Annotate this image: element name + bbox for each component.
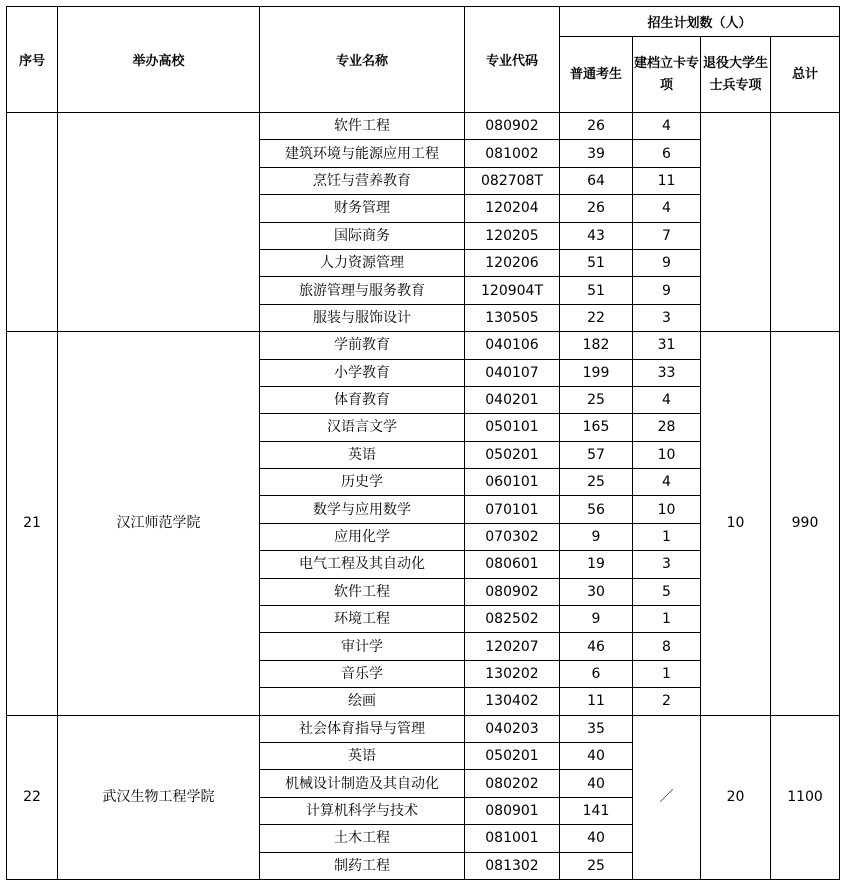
regular-count-cell: 22 (560, 304, 633, 331)
table-row (7, 113, 840, 140)
total-cell: 990 (771, 332, 840, 715)
header-major-code: 专业代码 (465, 7, 560, 113)
poverty-count-cell: 28 (633, 414, 701, 441)
seq-cell (7, 113, 58, 332)
major-code-cell: 040201 (465, 386, 560, 413)
major-code-cell: 081001 (465, 825, 560, 852)
major-name-cell: 社会体育指导与管理 (260, 715, 465, 742)
regular-count-cell: 6 (560, 660, 633, 687)
major-code-cell: 130402 (465, 688, 560, 715)
major-code-cell: 040203 (465, 715, 560, 742)
major-name-cell: 体育教育 (260, 386, 465, 413)
major-name-cell: 学前教育 (260, 332, 465, 359)
major-code-cell: 080901 (465, 797, 560, 824)
major-code-cell: 120206 (465, 249, 560, 276)
major-name-cell: 英语 (260, 441, 465, 468)
school-cell: 汉江师范学院 (58, 332, 260, 715)
regular-count-cell: 199 (560, 359, 633, 386)
major-name-cell: 软件工程 (260, 113, 465, 140)
major-name-cell: 音乐学 (260, 660, 465, 687)
major-code-cell: 050101 (465, 414, 560, 441)
regular-count-cell: 11 (560, 688, 633, 715)
regular-count-cell: 30 (560, 578, 633, 605)
poverty-count-cell: 4 (633, 195, 701, 222)
poverty-count-cell: 9 (633, 277, 701, 304)
major-code-cell: 080902 (465, 113, 560, 140)
regular-count-cell: 40 (560, 770, 633, 797)
regular-count-cell: 26 (560, 195, 633, 222)
total-cell: 1100 (771, 715, 840, 879)
seq-cell: 22 (7, 715, 58, 879)
major-code-cell: 120204 (465, 195, 560, 222)
poverty-count-cell: 1 (633, 606, 701, 633)
major-code-cell: 130202 (465, 660, 560, 687)
major-code-cell: 130505 (465, 304, 560, 331)
major-name-cell: 审计学 (260, 633, 465, 660)
major-name-cell: 软件工程 (260, 578, 465, 605)
major-name-cell: 制药工程 (260, 852, 465, 879)
poverty-count-cell: 5 (633, 578, 701, 605)
header-poverty: 建档立卡专项 (633, 37, 701, 113)
major-code-cell: 070101 (465, 496, 560, 523)
poverty-count-cell: 8 (633, 633, 701, 660)
major-code-cell: 070302 (465, 523, 560, 550)
poverty-count-cell: 3 (633, 551, 701, 578)
major-name-cell: 服装与服饰设计 (260, 304, 465, 331)
major-code-cell: 120904T (465, 277, 560, 304)
major-name-cell: 汉语言文学 (260, 414, 465, 441)
regular-count-cell: 51 (560, 249, 633, 276)
poverty-count-cell: 2 (633, 688, 701, 715)
major-name-cell: 土木工程 (260, 825, 465, 852)
major-code-cell: 080601 (465, 551, 560, 578)
major-name-cell: 历史学 (260, 469, 465, 496)
regular-count-cell: 19 (560, 551, 633, 578)
major-name-cell: 环境工程 (260, 606, 465, 633)
header-seq: 序号 (7, 7, 58, 113)
major-code-cell: 082502 (465, 606, 560, 633)
poverty-count-cell: 11 (633, 167, 701, 194)
major-name-cell: 建筑环境与能源应用工程 (260, 140, 465, 167)
major-name-cell: 旅游管理与服务教育 (260, 277, 465, 304)
veteran-cell: 10 (701, 332, 771, 715)
enrollment-plan-table (6, 6, 840, 880)
major-code-cell: 080902 (465, 578, 560, 605)
major-code-cell: 040107 (465, 359, 560, 386)
regular-count-cell: 39 (560, 140, 633, 167)
major-code-cell: 040106 (465, 332, 560, 359)
major-name-cell: 英语 (260, 742, 465, 769)
poverty-count-cell: 6 (633, 140, 701, 167)
header-school: 举办高校 (58, 7, 260, 113)
major-name-cell: 烹饪与营养教育 (260, 167, 465, 194)
poverty-count-cell: 4 (633, 469, 701, 496)
poverty-count-cell: 3 (633, 304, 701, 331)
header-plan-group: 招生计划数（人） (560, 7, 840, 37)
poverty-count-cell: 4 (633, 386, 701, 413)
poverty-count-cell: 9 (633, 249, 701, 276)
major-name-cell: 应用化学 (260, 523, 465, 550)
poverty-count-cell: 1 (633, 660, 701, 687)
regular-count-cell: 182 (560, 332, 633, 359)
regular-count-cell: 43 (560, 222, 633, 249)
seq-cell: 21 (7, 332, 58, 715)
regular-count-cell: 9 (560, 606, 633, 633)
total-cell (771, 113, 840, 332)
major-code-cell: 081002 (465, 140, 560, 167)
major-name-cell: 电气工程及其自动化 (260, 551, 465, 578)
header-total: 总计 (771, 37, 840, 113)
major-name-cell: 绘画 (260, 688, 465, 715)
major-code-cell: 081302 (465, 852, 560, 879)
header-regular: 普通考生 (560, 37, 633, 113)
major-code-cell: 120207 (465, 633, 560, 660)
major-name-cell: 财务管理 (260, 195, 465, 222)
regular-count-cell: 35 (560, 715, 633, 742)
school-cell: 武汉生物工程学院 (58, 715, 260, 879)
poverty-count-cell: 1 (633, 523, 701, 550)
regular-count-cell: 56 (560, 496, 633, 523)
table-row (7, 715, 840, 742)
regular-count-cell: 9 (560, 523, 633, 550)
veteran-cell: 20 (701, 715, 771, 879)
regular-count-cell: 40 (560, 825, 633, 852)
poverty-count-cell: 10 (633, 496, 701, 523)
regular-count-cell: 25 (560, 386, 633, 413)
major-name-cell: 国际商务 (260, 222, 465, 249)
poverty-count-cell: 33 (633, 359, 701, 386)
major-code-cell: 060101 (465, 469, 560, 496)
poverty-count-cell: 7 (633, 222, 701, 249)
table-body (7, 113, 840, 880)
major-name-cell: 数学与应用数学 (260, 496, 465, 523)
major-code-cell: 080202 (465, 770, 560, 797)
regular-count-cell: 46 (560, 633, 633, 660)
major-code-cell: 082708T (465, 167, 560, 194)
poverty-count-cell: 4 (633, 113, 701, 140)
regular-count-cell: 64 (560, 167, 633, 194)
veteran-cell (701, 113, 771, 332)
regular-count-cell: 25 (560, 469, 633, 496)
major-name-cell: 小学教育 (260, 359, 465, 386)
major-name-cell: 人力资源管理 (260, 249, 465, 276)
poverty-count-cell: 31 (633, 332, 701, 359)
school-cell (58, 113, 260, 332)
regular-count-cell: 57 (560, 441, 633, 468)
table-row (7, 332, 840, 359)
major-code-cell: 050201 (465, 441, 560, 468)
regular-count-cell: 165 (560, 414, 633, 441)
regular-count-cell: 141 (560, 797, 633, 824)
regular-count-cell: 25 (560, 852, 633, 879)
header-major-name: 专业名称 (260, 7, 465, 113)
major-name-cell: 机械设计制造及其自动化 (260, 770, 465, 797)
major-code-cell: 050201 (465, 742, 560, 769)
major-name-cell: 计算机科学与技术 (260, 797, 465, 824)
major-code-cell: 120205 (465, 222, 560, 249)
header-veteran: 退役大学生士兵专项 (701, 37, 771, 113)
regular-count-cell: 40 (560, 742, 633, 769)
regular-count-cell: 51 (560, 277, 633, 304)
poverty-count-cell: 10 (633, 441, 701, 468)
regular-count-cell: 26 (560, 113, 633, 140)
poverty-count-cell: ／ (633, 715, 701, 879)
